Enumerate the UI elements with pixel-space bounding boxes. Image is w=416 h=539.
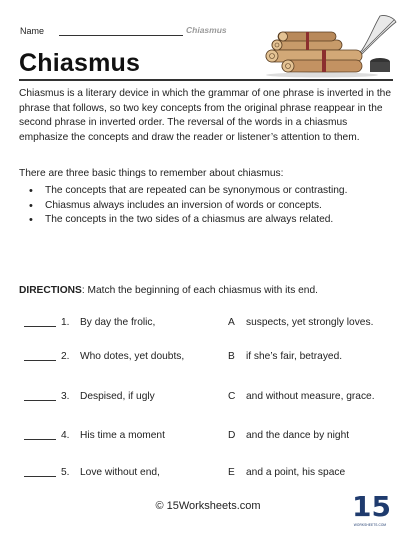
option-letter: D — [228, 430, 236, 441]
item-number: 1. — [61, 317, 70, 328]
chiasmus-ending: and the dance by night — [246, 430, 350, 441]
option-letter: C — [228, 391, 236, 402]
intro-paragraph: Chiasmus is a literary device in which the grammar of one phrase is inverted in the phrase that follows, so two key concepts from the original phrase reappear in the second phrase in inverted order. The reversal of the words in a chiasmus emphasize the concepts and draw the reader or listener’s attention to them. — [19, 88, 392, 143]
option-letter: A — [228, 317, 235, 328]
chiasmus-ending: and without measure, grace. — [246, 391, 375, 402]
chiasmus-ending: if she’s fair, betrayed. — [246, 351, 343, 362]
chiasmus-beginning: Despised, if ugly — [80, 391, 155, 402]
match-row — [0, 430, 416, 444]
list-item: • The concepts that are repeated can be synonymous or contrasting. — [19, 184, 389, 199]
answer-blank[interactable] — [24, 439, 56, 440]
match-row — [0, 467, 416, 481]
worksheet-tag: Chiasmus — [186, 25, 227, 35]
item-number: 3. — [61, 391, 70, 402]
answer-blank[interactable] — [24, 400, 56, 401]
item-number: 5. — [61, 467, 70, 478]
answer-blank[interactable] — [24, 476, 56, 477]
logo-number: 15 — [352, 490, 391, 523]
name-field[interactable] — [59, 26, 183, 36]
list-item: • Chiasmus always includes an inversion of words or concepts. — [19, 199, 389, 214]
page-title: Chiasmus — [19, 49, 141, 77]
chiasmus-ending: and a point, his space — [246, 467, 346, 478]
directions-text: : Match the beginning of each chiasmus with its end. — [81, 285, 318, 296]
logo-subtext: WORKSHEETS.COM — [353, 523, 387, 527]
key-points-list — [19, 184, 389, 228]
match-row — [0, 317, 416, 331]
chiasmus-ending: suspects, yet strongly loves. — [246, 317, 374, 328]
match-row — [0, 351, 416, 365]
chiasmus-beginning: Who dotes, yet doubts, — [80, 351, 185, 362]
match-row — [0, 391, 416, 405]
chiasmus-beginning: By day the frolic, — [80, 317, 156, 328]
name-row — [20, 26, 183, 36]
directions — [19, 285, 318, 296]
scrolls-quill-illustration — [262, 12, 402, 78]
chiasmus-beginning: Love without end, — [80, 467, 160, 478]
option-letter: E — [228, 467, 235, 478]
site-logo — [352, 490, 391, 531]
directions-label: DIRECTIONS — [19, 285, 82, 296]
list-item: • The concepts in the two sides of a chiasmus are always related. — [19, 213, 389, 228]
bullets-lead: There are three basic things to remember about chiasmus: — [19, 168, 284, 179]
chiasmus-beginning: His time a moment — [80, 430, 165, 441]
name-label: Name — [20, 26, 45, 36]
answer-blank[interactable] — [24, 360, 56, 361]
answer-blank[interactable] — [24, 326, 56, 327]
option-letter: B — [228, 351, 235, 362]
footer-copyright: © 15Worksheets.com — [155, 500, 261, 512]
item-number: 2. — [61, 351, 70, 362]
item-number: 4. — [61, 430, 70, 441]
title-divider — [19, 79, 393, 81]
